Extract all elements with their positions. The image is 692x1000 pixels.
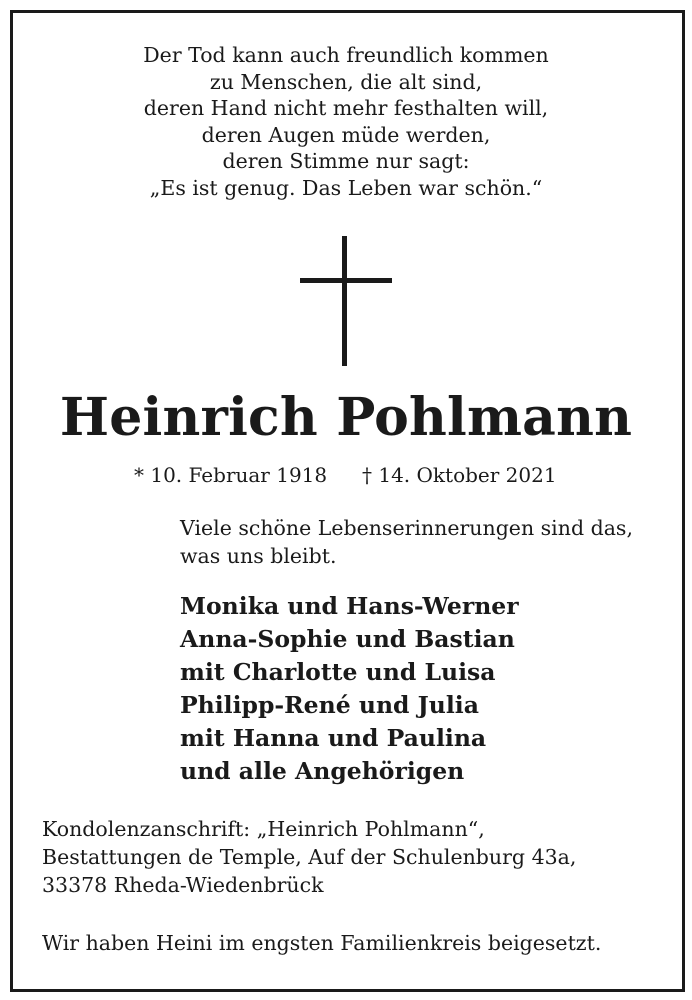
birth-date: * 10. Februar 1918 [134,463,328,487]
family-line: mit Charlotte und Luisa [180,658,496,686]
memory-text [180,514,633,570]
deceased-name: Heinrich Pohlmann [59,387,633,448]
cross-horizontal-bar [300,278,392,283]
poem-line: zu Menschen, die alt sind, [209,69,483,94]
family-line: mit Hanna und Paulina [180,724,487,752]
address-line: Bestattungen de Temple, Auf der Schulenburg 43a, [42,845,577,869]
poem-line: deren Stimme nur sagt: [222,149,470,173]
memory-line: was uns bleibt. [180,544,337,568]
death-date: † 14. Oktober 2021 [362,463,557,487]
family-line: Monika und Hans-Werner [180,592,519,620]
burial-note: Wir haben Heini im engsten Familienkreis beigesetzt. [42,931,602,955]
family-line: und alle Angehörigen [180,757,465,785]
family-line: Philipp-René und Julia [180,691,479,719]
memory-line: Viele schöne Lebenserinnerungen sind das, [180,516,633,540]
cross-icon [0,0,692,380]
cross-vertical-bar [342,236,347,366]
poem-line: Der Tod kann auch freundlich kommen [143,43,549,67]
poem-line: deren Hand nicht mehr festhalten will, [143,96,549,120]
address-line: 33378 Rheda-Wiedenbrück [42,873,324,897]
address-line: Kondolenzanschrift: „Heinrich Pohlmann“, [42,817,485,841]
family-list [180,590,519,788]
poem-line: „Es ist genug. Das Leben war schön.“ [149,175,543,200]
poem-line: deren Augen müde werden, [201,122,491,147]
family-line: Anna-Sophie und Bastian [180,625,515,653]
condolence-address [42,815,576,899]
